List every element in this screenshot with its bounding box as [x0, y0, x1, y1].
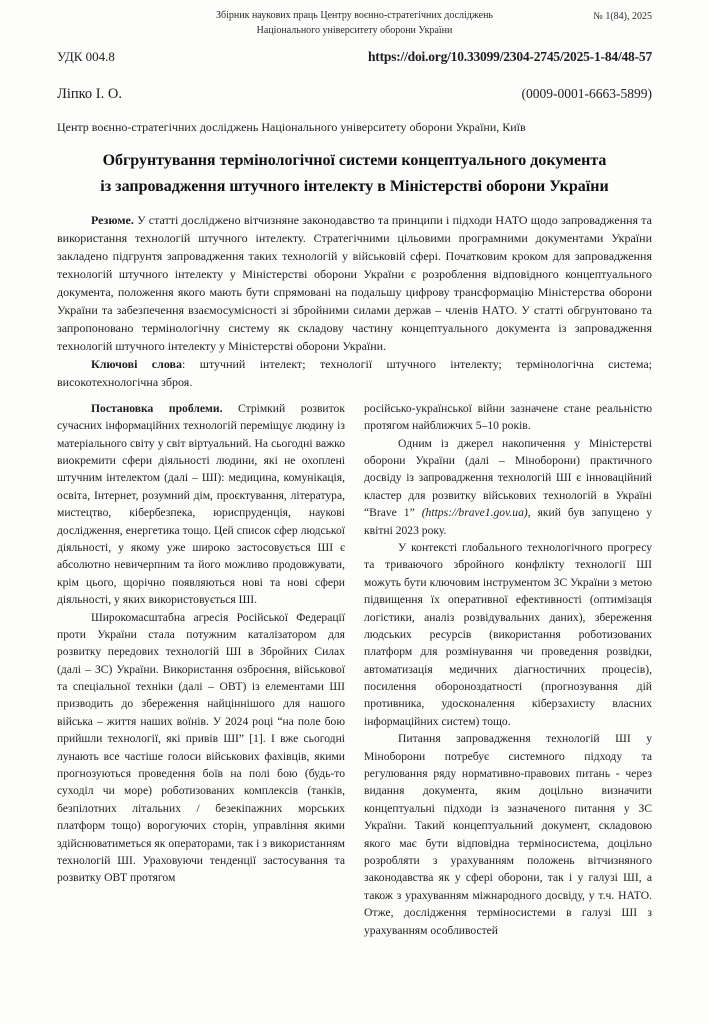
- udc-code: УДК 004.8: [57, 49, 115, 64]
- author-affiliation: Центр воєнно-стратегічних досліджень Національного університету оборони України, Київ: [57, 120, 526, 134]
- author-row: [57, 86, 652, 103]
- paragraph-text: Питання запровадження технологій ШІ у Міноборони потребує системного підходу та регулювання ряду нормативно-правових питань - через видання документа, яким доцільно визначити концептуальні підходи із зазначеного питання у ЗС України. Такий концептуальний документ, складовою якого має бути відповідна терміносистема, доцільно розробляти з урахуванням положень вітчизняного законодавства як у сфері оборони, так і у галузі ШІ, а також з урахуванням міжнародного досвіду, у т.ч. НАТО. Отже, дослідження терміносистеми в галузі ШІ з урахуванням особливостей: [364, 732, 652, 937]
- journal-title-line1: Збірник наукових праць Центру воєнно-стратегічних досліджень: [216, 10, 493, 21]
- paragraph-text: Одним із джерел накопичення у Міністерстві оборони України (далі – Міноборони) практичного досвіду із запровадження технологій ШІ є інноваційний кластер для розвитку військових технологій в Україні “Brave 1”: [364, 436, 652, 520]
- left-column: [57, 400, 345, 939]
- paragraph-brave1-cluster: [364, 435, 652, 539]
- udc-doi-row: [57, 49, 652, 65]
- keywords: [57, 355, 652, 391]
- journal-title: [216, 9, 493, 38]
- keywords-text: : штучний інтелект; технології штучного інтелекту; термінологічна система; високотехнологічна зброя.: [57, 356, 653, 389]
- paragraph-text: У контексті глобального технологічного прогресу та триваючого збройного конфлікту технології ШІ можуть бути ключовим інструментом ЗС України з метою підвищення їх оперативної ефективності (оптимізація логістики, аналіз розвідувальних даних), збереження людських ресурсів (використання роботизованих платформ для розмінування чи проведення розвідки, автоматизація медичних діагностичних процесів), посилення обороноздатності (прогнозування дій противника, удосконалення кіберзахисту власних інформаційних систем) тощо.: [364, 540, 652, 728]
- doi-text: https://doi.org/10.33099/2304-2745/2025-1-84/48-57: [368, 49, 652, 64]
- abstract-label: Резюме.: [91, 212, 134, 227]
- journal-header: [57, 9, 652, 38]
- abstract: [57, 211, 652, 355]
- paragraph-problem-statement: [57, 400, 345, 609]
- article-title: [57, 148, 652, 200]
- paragraph-text: російсько-української війни зазначене стане реальністю протягом найближчих 5–10 років.: [364, 401, 652, 433]
- paragraph-aggression-catalyst: [57, 609, 345, 887]
- paragraph-text: , який був запущено у квітні 2023 року.: [364, 506, 652, 537]
- paragraph-systemic-approach: [364, 730, 652, 939]
- paragraph-text: Стрімкий розвиток сучасних інформаційних технологій переміщує людину із матеріального світу у світ віртуальний. На сьогодні важко виокремити сфери діяльності людини, які не охоплені штучним інтелектом (далі – ШІ): медицина, комунікація, освіта, Інтернет, розумний дім, проєктування, література, мистецтво, кібербезпека, юриспруденція, наукові дослідження, енергетика тощо. Цей список сфер людської діяльності, у якому уже широко застосовується ШІ є абсолютно невичерпним та його можливо продовжувати, крім цього, щорічно появляються нові та нові сфери діяльності, у яких використовується ШІ.: [57, 401, 345, 607]
- author-name: Ліпко І. О.: [57, 86, 122, 102]
- keywords-label: Ключові слова: [91, 356, 183, 371]
- article-title-line1: Обгрунтування термінологічної системи концептуального документа: [102, 152, 607, 169]
- brave1-url-text: (https://brave1.gov.ua): [421, 506, 528, 520]
- two-column-body: [57, 400, 652, 939]
- paragraph-text: Широкомасштабна агресія Російської Федерації проти України стала потужним каталізатором для розвитку передових технологій ШІ в Збройних Силах (далі – ЗС) України. Використання озброєння, військової та спеціальної техніки (далі – ОВТ) із елементами ШІ призводить до збереження найціннішого для нашого війська – життя наших воїнів. У 2024 році “на поле бою прийшли технології, які привів ШІ” [1]. І вже сьогодні лунають все частіше голоси військових фахівців, якими прогнозуються проведення боїв на полі бою (будь-то суходіл чи море) роботизованих комплексів (танків, безпілотних літальних / безекіпажних морських платформ тощо) ворогуючих сторін, управління якими здійснюватиметься як операторами, так і з використанням технологій ШІ. Ураховуючи тенденції застосування та розвитку ОВТ протягом: [57, 610, 345, 885]
- orcid-id: (0009-0001-6663-5899): [521, 86, 652, 101]
- article-title-line2: із запровадження штучного інтелекту в Міністерстві оборони України: [100, 177, 609, 195]
- journal-title-line2: Національного університету оборони України: [256, 24, 453, 36]
- paragraph-continuation: [364, 400, 652, 435]
- section-lead-problem: Постановка проблеми.: [91, 401, 223, 415]
- paragraph-global-progress: [364, 539, 652, 730]
- right-column: [364, 400, 652, 939]
- abstract-text: У статті досліджено вітчизняне законодавство та принципи і підходи НАТО щодо запровадження та використання технологій штучного інтелекту. Стратегічними цільовими програмними документами України закладено підгрунтя запровадження таких технологій у військовій сфері. Початковим кроком для запровадження технологій штучного інтелекту у Міністерстві оборони України є розроблення відповідного концептуального документа, положення якого мають бути спрямовані на подальшу цифрову трансформацію Міністерства оборони України та забезпечення взаємосумісності зі збройними силами держав – членів НАТО. У статті обгрунтовано та запропоновано термінологічну систему як складову частину концептуального документа із запровадження технологій штучного інтелекту у Міністерстві оборони України.: [57, 212, 652, 353]
- issue-number: № 1(84), 2025: [593, 11, 652, 22]
